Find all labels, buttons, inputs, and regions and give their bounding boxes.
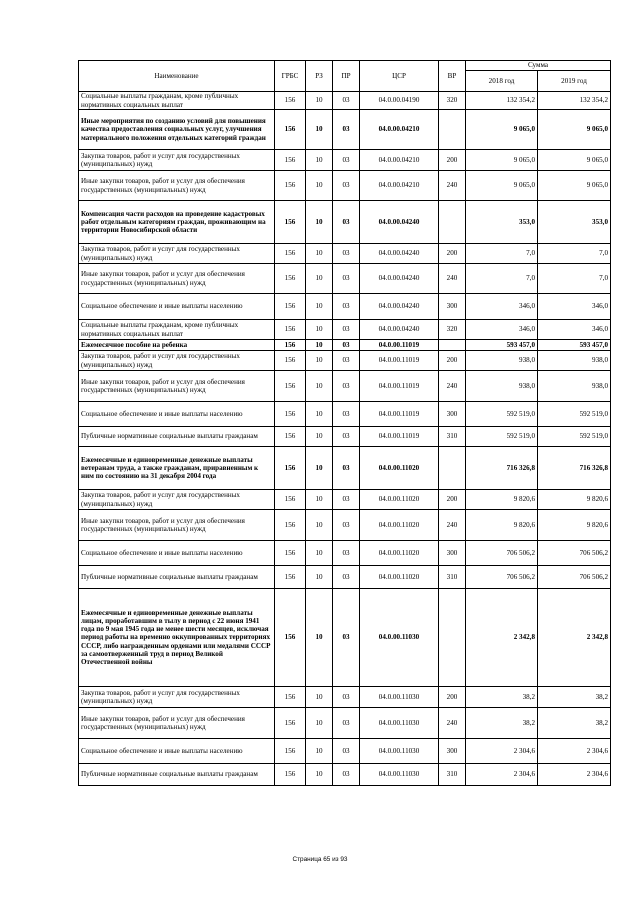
cell-name: Ежемесячные и единовременные денежные выплаты ветеранам труда, а также гражданам, приравненным к ним по состоянию на 31 декабря 2004 года <box>79 447 275 490</box>
cell-vr <box>439 110 466 150</box>
cell-vr: 200 <box>439 150 466 171</box>
cell-pr: 03 <box>333 294 360 320</box>
cell-sum-2019: 38,2 <box>538 708 611 739</box>
cell-sum-2018: 592 519,0 <box>466 427 538 447</box>
table-row <box>79 320 611 340</box>
cell-vr: 200 <box>439 490 466 510</box>
cell-grbs: 156 <box>275 708 306 739</box>
cell-grbs: 156 <box>275 687 306 708</box>
cell-pr: 03 <box>333 687 360 708</box>
cell-sum-2018: 132 354,2 <box>466 92 538 110</box>
cell-pr: 03 <box>333 490 360 510</box>
cell-sum-2019: 706 506,2 <box>538 541 611 566</box>
cell-vr <box>439 201 466 244</box>
cell-sum-2019: 346,0 <box>538 294 611 320</box>
table-row <box>79 708 611 739</box>
header-pr: ПР <box>333 61 360 92</box>
cell-csr: 04.0.00.11020 <box>360 510 439 541</box>
cell-grbs: 156 <box>275 447 306 490</box>
cell-csr: 04.0.00.04210 <box>360 171 439 201</box>
cell-grbs: 156 <box>275 402 306 427</box>
cell-csr: 04.0.00.04210 <box>360 110 439 150</box>
table-row <box>79 201 611 244</box>
cell-name: Закупка товаров, работ и услуг для государственных (муниципальных) нужд <box>79 687 275 708</box>
cell-sum-2019: 9 065,0 <box>538 150 611 171</box>
cell-grbs: 156 <box>275 541 306 566</box>
table-row <box>79 340 611 351</box>
cell-vr: 200 <box>439 351 466 371</box>
cell-csr: 04.0.00.11020 <box>360 566 439 589</box>
cell-grbs: 156 <box>275 150 306 171</box>
header-year-2018: 2018 год <box>466 71 538 92</box>
header-grbs: ГРБС <box>275 61 306 92</box>
header-sum: Сумма <box>466 61 611 71</box>
cell-rz: 10 <box>306 541 333 566</box>
cell-sum-2018: 7,0 <box>466 264 538 294</box>
cell-sum-2018: 938,0 <box>466 371 538 402</box>
table-row <box>79 92 611 110</box>
cell-pr: 03 <box>333 110 360 150</box>
cell-vr: 300 <box>439 402 466 427</box>
cell-vr: 310 <box>439 566 466 589</box>
cell-rz: 10 <box>306 110 333 150</box>
cell-name: Социальные выплаты гражданам, кроме публичных нормативных социальных выплат <box>79 320 275 340</box>
cell-rz: 10 <box>306 687 333 708</box>
table-row <box>79 150 611 171</box>
cell-sum-2019: 9 065,0 <box>538 110 611 150</box>
cell-pr: 03 <box>333 320 360 340</box>
cell-name: Иные закупки товаров, работ и услуг для обеспечения государственных (муниципальных) нужд <box>79 510 275 541</box>
cell-sum-2018: 938,0 <box>466 351 538 371</box>
cell-vr: 300 <box>439 541 466 566</box>
header-rz: РЗ <box>306 61 333 92</box>
cell-csr: 04.0.00.11020 <box>360 490 439 510</box>
cell-pr: 03 <box>333 402 360 427</box>
cell-sum-2018: 9 065,0 <box>466 171 538 201</box>
cell-grbs: 156 <box>275 92 306 110</box>
cell-rz: 10 <box>306 340 333 351</box>
cell-grbs: 156 <box>275 340 306 351</box>
cell-grbs: 156 <box>275 739 306 764</box>
page-number: Страница 65 из 93 <box>292 856 348 863</box>
cell-csr: 04.0.00.11030 <box>360 739 439 764</box>
cell-rz: 10 <box>306 490 333 510</box>
cell-name: Публичные нормативные социальные выплаты гражданам <box>79 427 275 447</box>
table-row <box>79 764 611 786</box>
cell-csr: 04.0.00.04240 <box>360 244 439 264</box>
cell-grbs: 156 <box>275 490 306 510</box>
table-row <box>79 264 611 294</box>
cell-sum-2018: 38,2 <box>466 708 538 739</box>
cell-grbs: 156 <box>275 764 306 786</box>
cell-csr: 04.0.00.11019 <box>360 340 439 351</box>
cell-sum-2018: 346,0 <box>466 320 538 340</box>
cell-sum-2018: 593 457,0 <box>466 340 538 351</box>
cell-name: Иные закупки товаров, работ и услуг для обеспечения государственных (муниципальных) нужд <box>79 371 275 402</box>
cell-vr <box>439 340 466 351</box>
cell-rz: 10 <box>306 708 333 739</box>
cell-pr: 03 <box>333 541 360 566</box>
cell-rz: 10 <box>306 371 333 402</box>
cell-csr: 04.0.00.11019 <box>360 402 439 427</box>
cell-grbs: 156 <box>275 171 306 201</box>
cell-name: Закупка товаров, работ и услуг для государственных (муниципальных) нужд <box>79 490 275 510</box>
cell-csr: 04.0.00.11030 <box>360 589 439 687</box>
cell-rz: 10 <box>306 589 333 687</box>
cell-name: Публичные нормативные социальные выплаты гражданам <box>79 764 275 786</box>
cell-grbs: 156 <box>275 427 306 447</box>
table-row <box>79 171 611 201</box>
cell-rz: 10 <box>306 150 333 171</box>
table-row <box>79 447 611 490</box>
cell-rz: 10 <box>306 244 333 264</box>
cell-name: Закупка товаров, работ и услуг для государственных (муниципальных) нужд <box>79 150 275 171</box>
cell-grbs: 156 <box>275 371 306 402</box>
cell-rz: 10 <box>306 427 333 447</box>
cell-name: Компенсация части расходов на проведение кадастровых работ отдельным категориям граждан, проживающим на территории Новосибирской области <box>79 201 275 244</box>
cell-csr: 04.0.00.11019 <box>360 427 439 447</box>
cell-sum-2018: 38,2 <box>466 687 538 708</box>
cell-vr <box>439 447 466 490</box>
cell-sum-2019: 592 519,0 <box>538 427 611 447</box>
cell-name: Иные закупки товаров, работ и услуг для обеспечения государственных (муниципальных) нужд <box>79 171 275 201</box>
cell-vr: 200 <box>439 244 466 264</box>
cell-sum-2019: 346,0 <box>538 320 611 340</box>
cell-pr: 03 <box>333 447 360 490</box>
cell-csr: 04.0.00.04190 <box>360 92 439 110</box>
cell-name: Закупка товаров, работ и услуг для государственных (муниципальных) нужд <box>79 351 275 371</box>
cell-vr: 310 <box>439 427 466 447</box>
cell-grbs: 156 <box>275 589 306 687</box>
cell-rz: 10 <box>306 294 333 320</box>
cell-vr: 240 <box>439 264 466 294</box>
cell-vr: 200 <box>439 687 466 708</box>
cell-rz: 10 <box>306 764 333 786</box>
cell-rz: 10 <box>306 320 333 340</box>
cell-grbs: 156 <box>275 566 306 589</box>
table-row <box>79 687 611 708</box>
table-row <box>79 739 611 764</box>
table-row <box>79 402 611 427</box>
cell-sum-2019: 9 820,6 <box>538 510 611 541</box>
cell-csr: 04.0.00.11030 <box>360 764 439 786</box>
cell-csr: 04.0.00.11030 <box>360 708 439 739</box>
table-row <box>79 110 611 150</box>
cell-sum-2019: 132 354,2 <box>538 92 611 110</box>
cell-csr: 04.0.00.11020 <box>360 541 439 566</box>
table-row <box>79 427 611 447</box>
cell-sum-2019: 938,0 <box>538 351 611 371</box>
cell-csr: 04.0.00.04240 <box>360 201 439 244</box>
cell-sum-2019: 9 820,6 <box>538 490 611 510</box>
table-row <box>79 541 611 566</box>
cell-name: Социальное обеспечение и иные выплаты населению <box>79 541 275 566</box>
cell-rz: 10 <box>306 566 333 589</box>
table-row <box>79 589 611 687</box>
cell-pr: 03 <box>333 427 360 447</box>
cell-pr: 03 <box>333 566 360 589</box>
cell-pr: 03 <box>333 764 360 786</box>
cell-pr: 03 <box>333 371 360 402</box>
cell-vr: 240 <box>439 171 466 201</box>
cell-rz: 10 <box>306 402 333 427</box>
table-body <box>79 92 611 786</box>
header-csr: ЦСР <box>360 61 439 92</box>
budget-table <box>78 60 611 786</box>
cell-name: Закупка товаров, работ и услуг для государственных (муниципальных) нужд <box>79 244 275 264</box>
cell-pr: 03 <box>333 351 360 371</box>
cell-sum-2019: 7,0 <box>538 244 611 264</box>
cell-csr: 04.0.00.11020 <box>360 447 439 490</box>
cell-vr: 300 <box>439 739 466 764</box>
cell-grbs: 156 <box>275 264 306 294</box>
cell-sum-2018: 353,0 <box>466 201 538 244</box>
cell-sum-2018: 9 065,0 <box>466 150 538 171</box>
cell-csr: 04.0.00.04240 <box>360 320 439 340</box>
cell-csr: 04.0.00.11030 <box>360 687 439 708</box>
header-name: Наименование <box>79 61 275 92</box>
cell-grbs: 156 <box>275 351 306 371</box>
cell-sum-2019: 2 304,6 <box>538 739 611 764</box>
cell-name: Иные мероприятия по созданию условий для повышения качества предоставления социальных услуг, улучшения материального положения отдельных категорий граждан <box>79 110 275 150</box>
cell-vr <box>439 589 466 687</box>
cell-sum-2018: 2 342,8 <box>466 589 538 687</box>
table-row <box>79 371 611 402</box>
cell-name: Социальное обеспечение и иные выплаты населению <box>79 739 275 764</box>
cell-rz: 10 <box>306 171 333 201</box>
cell-pr: 03 <box>333 92 360 110</box>
cell-sum-2019: 2 304,6 <box>538 764 611 786</box>
cell-grbs: 156 <box>275 110 306 150</box>
cell-rz: 10 <box>306 510 333 541</box>
cell-vr: 320 <box>439 92 466 110</box>
cell-csr: 04.0.00.04210 <box>360 150 439 171</box>
cell-sum-2019: 593 457,0 <box>538 340 611 351</box>
cell-sum-2019: 38,2 <box>538 687 611 708</box>
cell-name: Социальные выплаты гражданам, кроме публичных нормативных социальных выплат <box>79 92 275 110</box>
cell-rz: 10 <box>306 447 333 490</box>
cell-name: Ежемесячные и единовременные денежные выплаты лицам, проработавшим в тылу в период с 22 июня 1941 года по 9 мая 1945 года не менее шести месяцев, исключая период работы на временно оккупированных территориях СССР, либо награжденным орденами или медалями СССР за самоотверженный труд в период Великой Отечественной войны <box>79 589 275 687</box>
cell-csr: 04.0.00.11019 <box>360 351 439 371</box>
cell-sum-2018: 9 820,6 <box>466 510 538 541</box>
cell-vr: 320 <box>439 320 466 340</box>
cell-name: Иные закупки товаров, работ и услуг для обеспечения государственных (муниципальных) нужд <box>79 708 275 739</box>
cell-pr: 03 <box>333 739 360 764</box>
cell-sum-2019: 938,0 <box>538 371 611 402</box>
cell-grbs: 156 <box>275 244 306 264</box>
cell-pr: 03 <box>333 171 360 201</box>
cell-sum-2018: 2 304,6 <box>466 764 538 786</box>
cell-vr: 240 <box>439 371 466 402</box>
cell-pr: 03 <box>333 264 360 294</box>
cell-sum-2019: 7,0 <box>538 264 611 294</box>
cell-sum-2018: 9 065,0 <box>466 110 538 150</box>
cell-rz: 10 <box>306 92 333 110</box>
cell-grbs: 156 <box>275 320 306 340</box>
cell-name: Социальное обеспечение и иные выплаты населению <box>79 294 275 320</box>
cell-sum-2018: 346,0 <box>466 294 538 320</box>
cell-sum-2018: 716 326,8 <box>466 447 538 490</box>
cell-sum-2018: 9 820,6 <box>466 490 538 510</box>
cell-sum-2018: 592 519,0 <box>466 402 538 427</box>
cell-name: Иные закупки товаров, работ и услуг для обеспечения государственных (муниципальных) нужд <box>79 264 275 294</box>
cell-pr: 03 <box>333 708 360 739</box>
cell-csr: 04.0.00.11019 <box>360 371 439 402</box>
cell-vr: 310 <box>439 764 466 786</box>
cell-name: Публичные нормативные социальные выплаты гражданам <box>79 566 275 589</box>
cell-sum-2019: 2 342,8 <box>538 589 611 687</box>
cell-pr: 03 <box>333 150 360 171</box>
cell-pr: 03 <box>333 589 360 687</box>
cell-sum-2018: 706 506,2 <box>466 541 538 566</box>
cell-rz: 10 <box>306 739 333 764</box>
header-row <box>79 61 611 71</box>
cell-sum-2019: 716 326,8 <box>538 447 611 490</box>
cell-sum-2018: 706 506,2 <box>466 566 538 589</box>
cell-pr: 03 <box>333 340 360 351</box>
table-row <box>79 244 611 264</box>
cell-vr: 300 <box>439 294 466 320</box>
cell-grbs: 156 <box>275 201 306 244</box>
cell-grbs: 156 <box>275 510 306 541</box>
cell-name: Социальное обеспечение и иные выплаты населению <box>79 402 275 427</box>
cell-grbs: 156 <box>275 294 306 320</box>
table-row <box>79 351 611 371</box>
cell-pr: 03 <box>333 244 360 264</box>
cell-sum-2018: 2 304,6 <box>466 739 538 764</box>
cell-rz: 10 <box>306 201 333 244</box>
table-row <box>79 490 611 510</box>
cell-pr: 03 <box>333 201 360 244</box>
table-row <box>79 510 611 541</box>
table-row <box>79 566 611 589</box>
cell-sum-2018: 7,0 <box>466 244 538 264</box>
table-row <box>79 294 611 320</box>
cell-rz: 10 <box>306 264 333 294</box>
cell-pr: 03 <box>333 510 360 541</box>
cell-name: Ежемесячное пособие на ребенка <box>79 340 275 351</box>
cell-vr: 240 <box>439 708 466 739</box>
cell-sum-2019: 353,0 <box>538 201 611 244</box>
cell-sum-2019: 9 065,0 <box>538 171 611 201</box>
header-vr: ВР <box>439 61 466 92</box>
cell-vr: 240 <box>439 510 466 541</box>
cell-csr: 04.0.00.04240 <box>360 294 439 320</box>
cell-rz: 10 <box>306 351 333 371</box>
cell-sum-2019: 706 506,2 <box>538 566 611 589</box>
cell-csr: 04.0.00.04240 <box>360 264 439 294</box>
header-year-2019: 2019 год <box>538 71 611 92</box>
cell-sum-2019: 592 519,0 <box>538 402 611 427</box>
